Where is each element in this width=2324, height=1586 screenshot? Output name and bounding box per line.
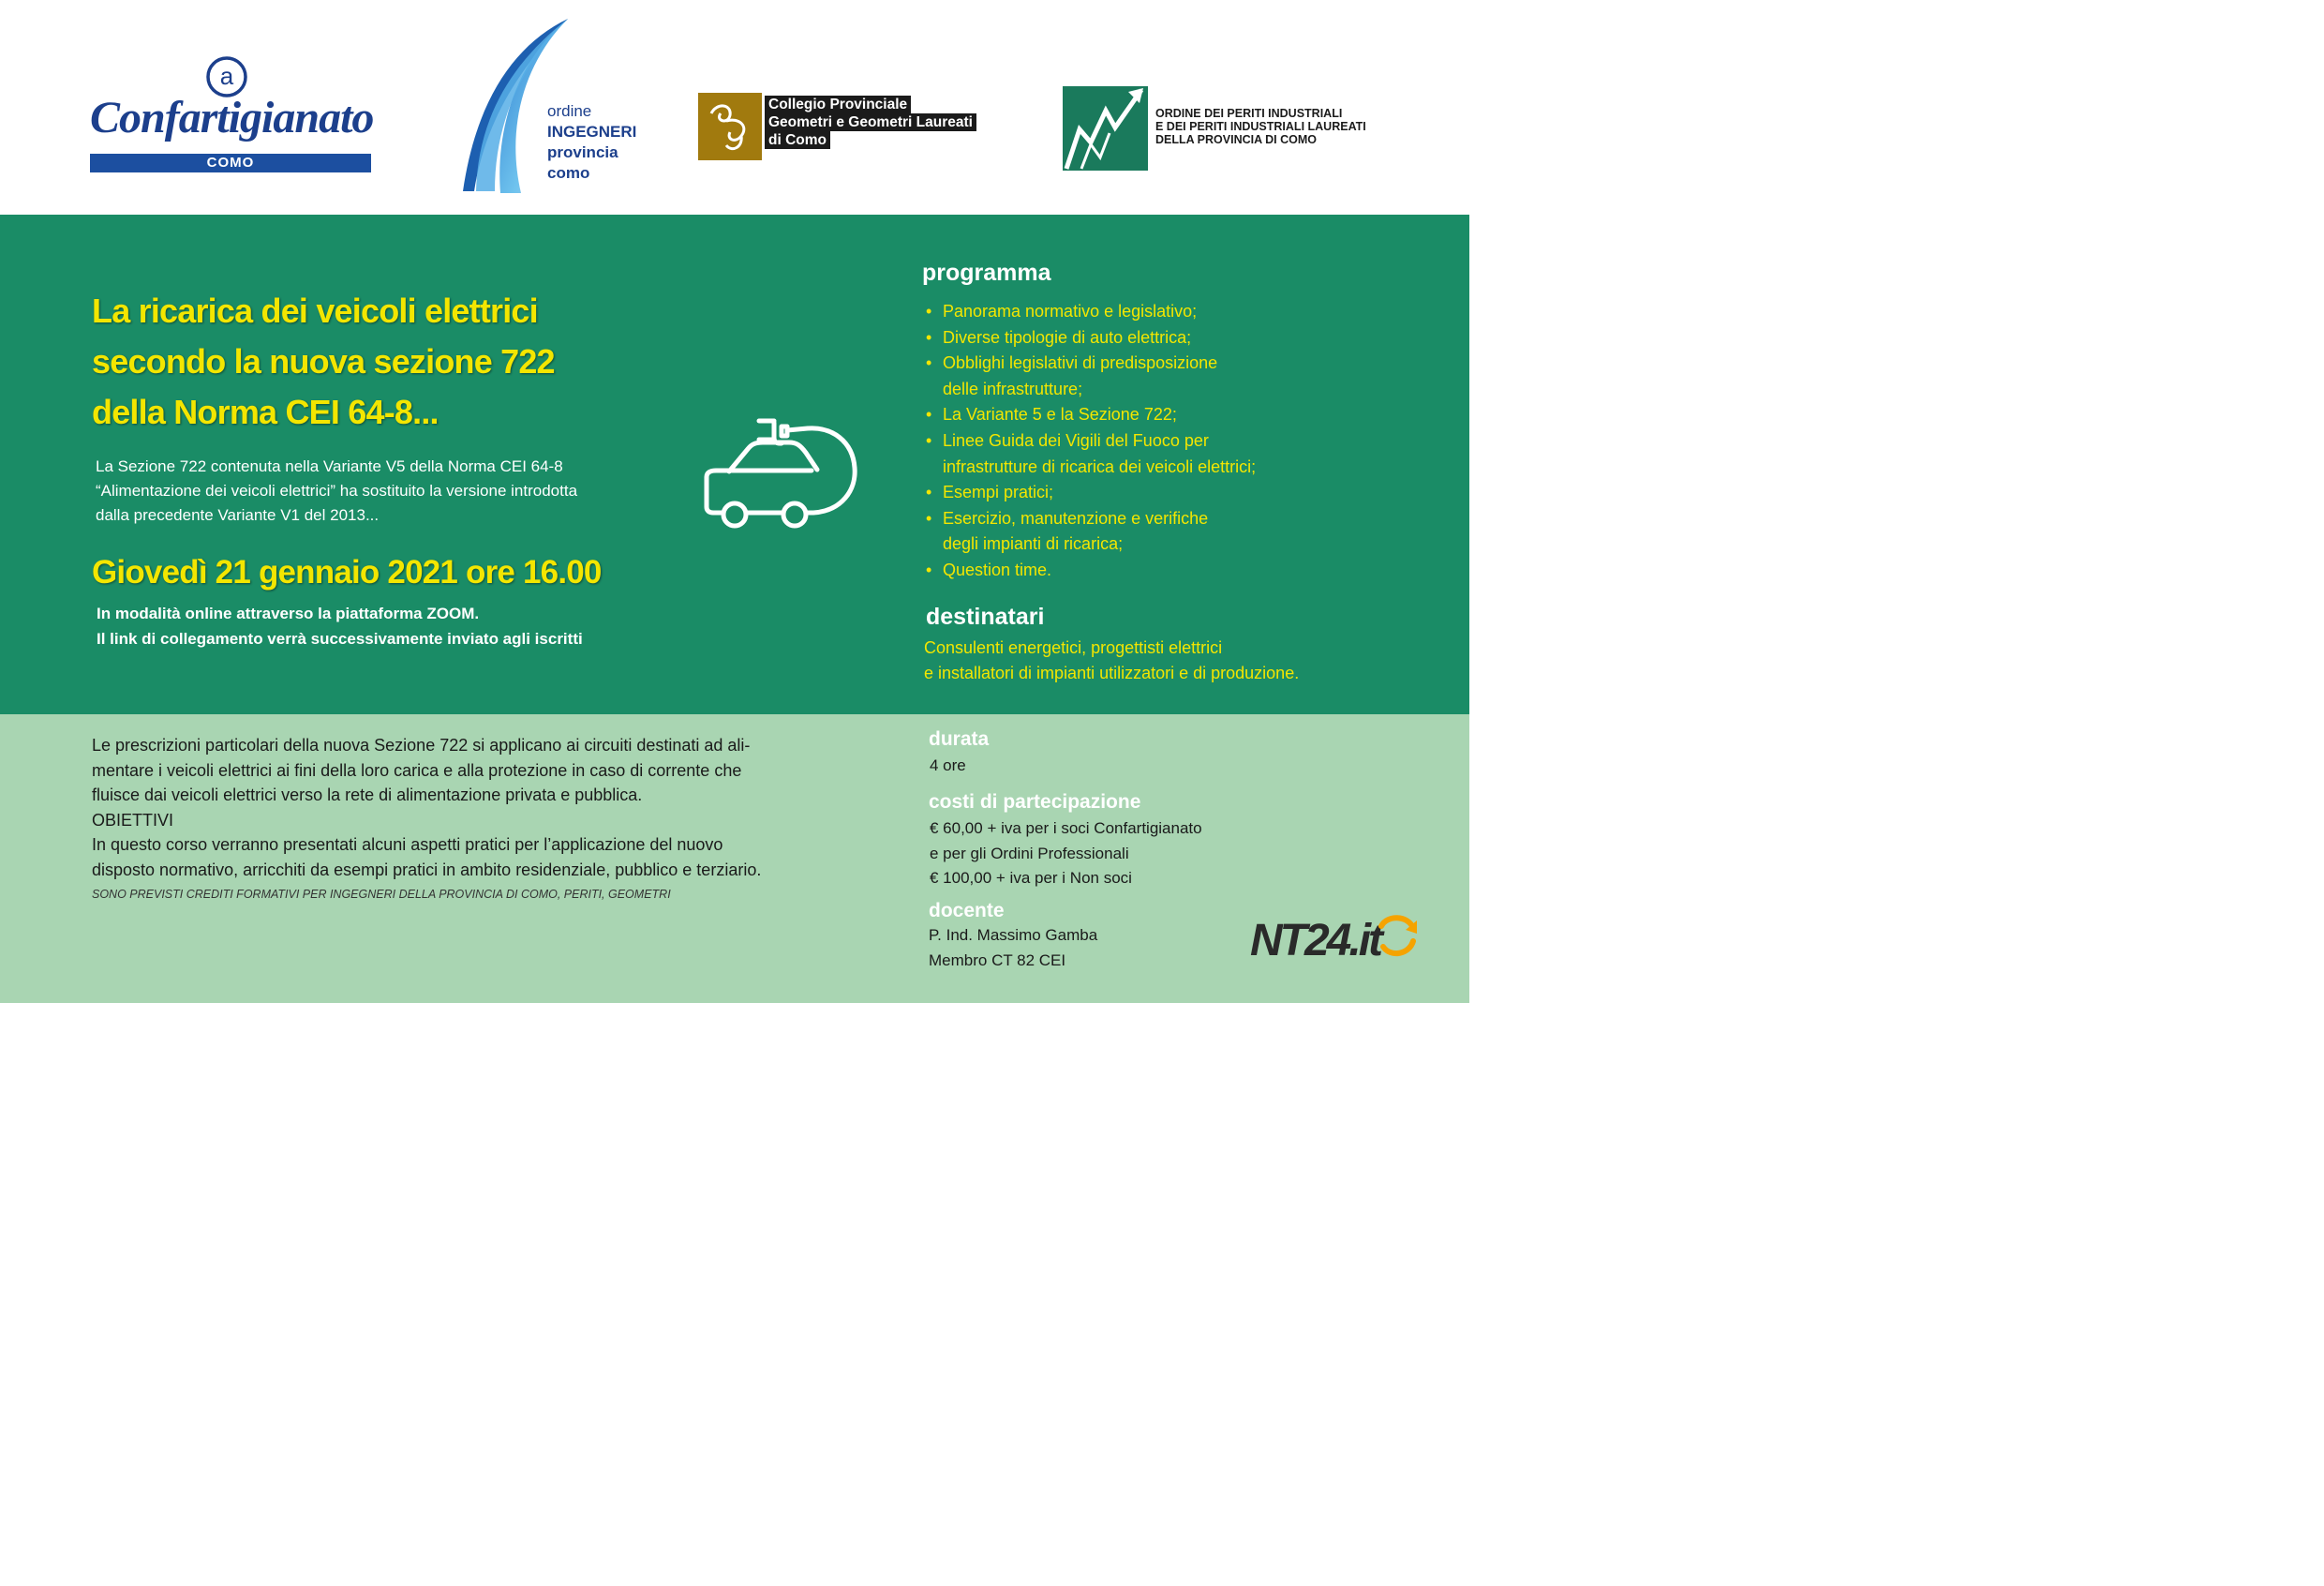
programma-item-text: La Variante 5 e la Sezione 722; [943, 405, 1177, 425]
destinatari-line: e installatori di impianti utilizzatori e di produzione. [924, 664, 1300, 682]
title-line: secondo la nuova sezione 722 [92, 342, 555, 381]
periti-line: ORDINE DEI PERITI INDUSTRIALI [1155, 107, 1343, 120]
programma-item [926, 480, 1256, 506]
docente-text [929, 923, 1097, 973]
details-section [0, 714, 1469, 1003]
geometri-text [765, 96, 976, 149]
programma-item-text: Question time. [943, 560, 1052, 579]
objectives-heading: OBIETTIVI [92, 810, 174, 830]
description-line: In questo corso verranno presentati alcuni aspetti pratici per l’applicazione del nuovo [92, 835, 723, 854]
bullet: • [926, 327, 932, 347]
programma-item [926, 506, 1256, 532]
periti-logo-box [1063, 86, 1148, 171]
intro-line: “Alimentazione dei veicoli elettrici” ha sostituito la versione introdotta [96, 482, 578, 500]
main-band [0, 215, 1469, 714]
periti-line: DELLA PROVINCIA DI COMO [1155, 133, 1317, 146]
nt24-logo: NT24.it [1250, 916, 1381, 965]
costi-text [930, 816, 1202, 891]
programma-item-text: Diverse tipologie di auto elettrica; [943, 327, 1192, 347]
bullet: • [926, 483, 932, 502]
description-line: Le prescrizioni particolari della nuova Sezione 722 si applicano ai circuiti destinati ad ali- [92, 736, 751, 755]
destinatari-heading: destinatari [926, 604, 1045, 630]
intro-text [96, 455, 577, 528]
periti-text [1155, 107, 1366, 146]
svg-text:a: a [219, 62, 234, 90]
destinatari-text [924, 636, 1299, 686]
intro-line: La Sezione 722 contenuta nella Variante V5 della Norma CEI 64-8 [96, 457, 563, 475]
description-line: fluisce dai veicoli elettrici verso la rete di alimentazione privata e pubblica. [92, 786, 643, 804]
programma-item [926, 428, 1256, 455]
bullet: • [926, 508, 932, 528]
ingegneri-text [547, 101, 636, 184]
programma-item-text: Obblighi legislativi di predisposizione [943, 353, 1218, 373]
programma-item [926, 351, 1256, 377]
description-line: mentare i veicoli elettrici ai fini della loro carica e alla protezione in caso di corrente che [92, 760, 742, 780]
bullet: • [926, 560, 932, 579]
geometri-logo-box [698, 93, 762, 160]
periti-line: E DEI PERITI INDUSTRIALI LAUREATI [1155, 120, 1366, 133]
durata-value: 4 ore [930, 756, 966, 774]
durata-heading: durata [929, 728, 990, 750]
periti-arrow-icon [1063, 86, 1148, 171]
destinatari-line: Consulenti energetici, progettisti elettrici [924, 638, 1223, 657]
bullet: • [926, 353, 932, 373]
programma-item-continuation: delle infrastrutture; [943, 379, 1083, 398]
ingegneri-line: como [547, 164, 590, 182]
geometri-line: di Como [765, 131, 830, 149]
costi-line: € 100,00 + iva per i Non soci [930, 869, 1132, 887]
bullet: • [926, 302, 932, 321]
ingegneri-line: INGEGNERI [547, 123, 637, 141]
header-logos [0, 0, 1469, 215]
bullet: • [926, 405, 932, 425]
costi-heading: costi di partecipazione [929, 791, 1141, 813]
docente-line: P. Ind. Massimo Gamba [929, 926, 1098, 944]
geometri-cg-icon [698, 93, 762, 160]
programma-item [926, 325, 1256, 352]
description-line: disposto normativo, arricchiti da esempi pratici in ambito residenziale, pubblico e terziario. [92, 860, 762, 879]
programma-item-continuation: infrastrutture di ricarica dei veicoli elettrici; [943, 456, 1257, 476]
docente-line: Membro CT 82 CEI [929, 950, 1066, 969]
programma-item [926, 558, 1256, 584]
programma-list [926, 299, 1256, 584]
electric-car-plug-icon [701, 413, 860, 533]
bullet: • [926, 430, 932, 450]
description-text [92, 733, 761, 882]
credits-note: SONO PREVISTI CREDITI FORMATIVI PER INGEGNERI DELLA PROVINCIA DI COMO, PERITI, GEOMETRI [92, 888, 671, 901]
confartigianato-logo [90, 54, 374, 174]
online-line: Il link di collegamento verrà successivamente inviato agli iscritti [97, 630, 583, 648]
ingegneri-line: ordine [547, 102, 592, 120]
docente-heading: docente [929, 900, 1005, 921]
event-date: Giovedì 21 gennaio 2021 ore 16.00 [92, 554, 602, 591]
programma-item [926, 299, 1256, 325]
ingegneri-line: provincia [547, 143, 618, 161]
intro-line: dalla precedente Variante V1 del 2013... [96, 506, 380, 524]
confartigianato-name: Confartigianato [90, 93, 374, 142]
programma-item-text: Panorama normativo e legislativo; [943, 302, 1198, 321]
title-line: della Norma CEI 64-8... [92, 393, 439, 431]
costi-line: € 60,00 + iva per i soci Confartigianato [930, 819, 1202, 837]
programma-item-text: Esempi pratici; [943, 483, 1054, 502]
geometri-line: Collegio Provinciale [765, 96, 911, 113]
programma-item-continuation: degli impianti di ricarica; [943, 534, 1124, 554]
costi-line: e per gli Ordini Professionali [930, 844, 1129, 862]
geometri-line: Geometri e Geometri Laureati [765, 113, 976, 131]
programma-item-text: Linee Guida dei Vigili del Fuoco per [943, 430, 1209, 450]
programma-heading: programma [922, 260, 1051, 286]
title-line: La ricarica dei veicoli elettrici [92, 292, 538, 330]
programma-item [926, 402, 1256, 428]
online-info [97, 601, 583, 651]
programma-item-text: Esercizio, manutenzione e verifiche [943, 508, 1209, 528]
nt24-refresh-icon [1374, 909, 1421, 964]
online-line: In modalità online attraverso la piattaforma ZOOM. [97, 605, 480, 622]
confartigianato-city: COMO [90, 154, 371, 172]
